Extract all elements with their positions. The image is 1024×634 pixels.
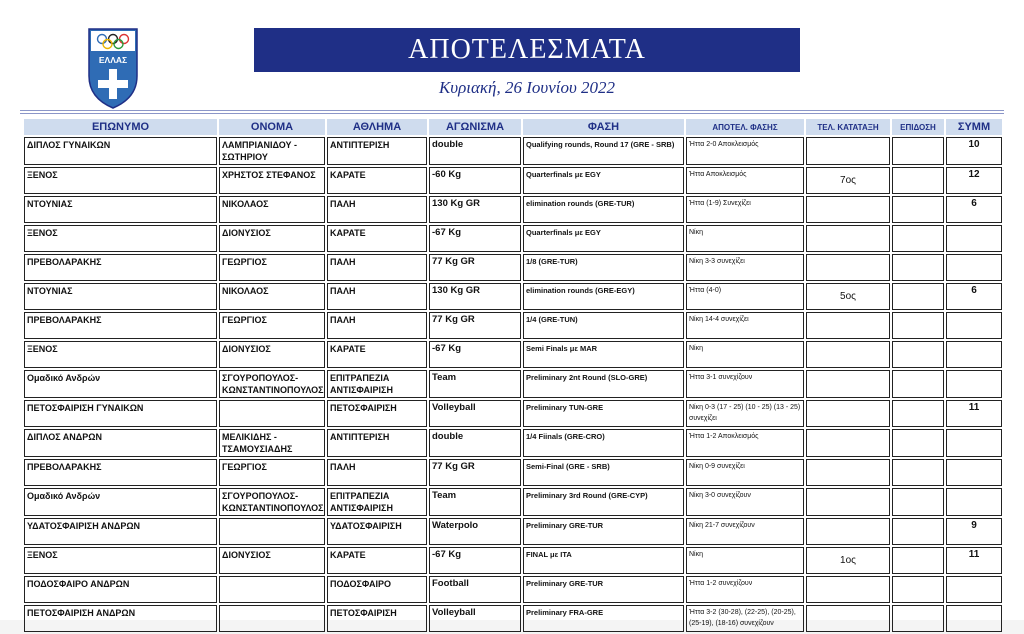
participants-cell: 11 — [946, 400, 1002, 427]
table-row — [24, 137, 1002, 165]
surname-cell: ΞΕΝΟΣ — [24, 547, 217, 574]
sport-cell: ΚΑΡΑΤΕ — [327, 167, 427, 194]
phase-cell: Semi Finals με MAR — [523, 341, 684, 368]
final-rank-cell — [806, 400, 890, 427]
phase-result-cell: Ήττα (1-9) Συνεχίζει — [686, 196, 804, 223]
table-row — [24, 576, 1002, 603]
surname-cell: ΝΤΟΥΝΙΑΣ — [24, 283, 217, 310]
sport-cell: ΠΑΛΗ — [327, 312, 427, 339]
participants-cell: 9 — [946, 518, 1002, 545]
table-row — [24, 196, 1002, 223]
sport-cell: ΠΕΤΟΣΦΑΙΡΙΣΗ — [327, 605, 427, 632]
name-cell: ΝΙΚΟΛΑΟΣ — [219, 196, 325, 223]
final-rank-cell — [806, 488, 890, 516]
performance-cell — [892, 137, 944, 165]
table-row — [24, 312, 1002, 339]
participants-cell — [946, 605, 1002, 632]
participants-cell — [946, 225, 1002, 252]
sport-cell: ΚΑΡΑΤΕ — [327, 547, 427, 574]
results-date: Κυριακή, 26 Ιουνίου 2022 — [438, 78, 616, 97]
final-rank-cell — [806, 370, 890, 398]
performance-cell — [892, 341, 944, 368]
phase-cell: Semi-Final (GRE - SRB) — [523, 459, 684, 486]
surname-cell: ΠΕΤΟΣΦΑΙΡΙΣΗ ΑΝΔΡΩΝ — [24, 605, 217, 632]
page-title: ΑΠΟΤΕΛΕΣΜΑΤΑ — [254, 28, 800, 72]
final-rank-cell — [806, 312, 890, 339]
event-cell: Volleyball — [429, 400, 521, 427]
table-row — [24, 167, 1002, 194]
event-cell: double — [429, 429, 521, 457]
table-row — [24, 283, 1002, 310]
phase-cell: elimination rounds (GRE-TUR) — [523, 196, 684, 223]
event-cell: 77 Kg GR — [429, 459, 521, 486]
name-cell: ΣΓΟΥΡΟΠΟΥΛΟΣ-ΚΩΝΣΤΑΝΤΙΝΟΠΟΥΛΟΣ — [219, 488, 325, 516]
event-cell: 130 Kg GR — [429, 283, 521, 310]
table-row — [24, 400, 1002, 427]
phase-cell: Preliminary 3rd Round (GRE-CYP) — [523, 488, 684, 516]
name-cell: ΔΙΟΝΥΣΙΟΣ — [219, 225, 325, 252]
hellas-olympic-logo-icon — [86, 26, 140, 110]
sport-cell: ΚΑΡΑΤΕ — [327, 225, 427, 252]
performance-cell — [892, 576, 944, 603]
name-cell: ΝΙΚΟΛΑΟΣ — [219, 283, 325, 310]
surname-cell: ΔΙΠΛΟΣ ΓΥΝΑΙΚΩΝ — [24, 137, 217, 165]
surname-cell: ΞΕΝΟΣ — [24, 341, 217, 368]
surname-cell: ΠΡΕΒΟΛΑΡΑΚΗΣ — [24, 254, 217, 281]
surname-cell: Ομαδικό Ανδρών — [24, 370, 217, 398]
event-cell: Waterpolo — [429, 518, 521, 545]
sport-cell: ΠΑΛΗ — [327, 254, 427, 281]
col-header-performance: ΕΠΙΔΟΣΗ — [892, 119, 944, 135]
final-rank-cell — [806, 459, 890, 486]
name-cell: ΓΕΩΡΓΙΟΣ — [219, 254, 325, 281]
participants-cell — [946, 576, 1002, 603]
surname-cell: ΥΔΑΤΟΣΦΑΙΡΙΣΗ ΑΝΔΡΩΝ — [24, 518, 217, 545]
table-header-row — [24, 119, 1002, 135]
name-cell: ΣΓΟΥΡΟΠΟΥΛΟΣ-ΚΩΝΣΤΑΝΤΙΝΟΠΟΥΛΟΣ — [219, 370, 325, 398]
event-cell: 77 Kg GR — [429, 254, 521, 281]
name-cell: ΔΙΟΝΥΣΙΟΣ — [219, 341, 325, 368]
final-rank-cell — [806, 225, 890, 252]
table-row — [24, 225, 1002, 252]
participants-cell — [946, 370, 1002, 398]
col-header-final-rank: ΤΕΛ. ΚΑΤΑΤΑΞΗ — [806, 119, 890, 135]
surname-cell: ΔΙΠΛΟΣ ΑΝΔΡΩΝ — [24, 429, 217, 457]
event-cell: -60 Kg — [429, 167, 521, 194]
table-row — [24, 370, 1002, 398]
sport-cell: ΠΟΔΟΣΦΑΙΡΟ — [327, 576, 427, 603]
participants-cell — [946, 254, 1002, 281]
sport-cell: ΚΑΡΑΤΕ — [327, 341, 427, 368]
table-row — [24, 605, 1002, 632]
name-cell: ΓΕΩΡΓΙΟΣ — [219, 312, 325, 339]
performance-cell — [892, 225, 944, 252]
col-header-surname: ΕΠΩΝΥΜΟ — [24, 119, 217, 135]
phase-cell: FINAL με ITA — [523, 547, 684, 574]
performance-cell — [892, 312, 944, 339]
performance-cell — [892, 429, 944, 457]
performance-cell — [892, 196, 944, 223]
name-cell — [219, 605, 325, 632]
phase-result-cell: Ήττα 3-1 συνεχίζουν — [686, 370, 804, 398]
final-rank-cell: 1ος — [806, 547, 890, 574]
sport-cell: ΕΠΙΤΡΑΠΕΖΙΑ ΑΝΤΙΣΦΑΙΡΙΣΗ — [327, 370, 427, 398]
final-rank-cell — [806, 137, 890, 165]
phase-cell: Qualifying rounds, Round 17 (GRE - SRB) — [523, 137, 684, 165]
surname-cell: ΞΕΝΟΣ — [24, 167, 217, 194]
event-cell: Team — [429, 370, 521, 398]
surname-cell: ΝΤΟΥΝΙΑΣ — [24, 196, 217, 223]
phase-result-cell: Νίκη 3-0 συνεχίζουν — [686, 488, 804, 516]
final-rank-cell: 5ος — [806, 283, 890, 310]
sport-cell: ΠΑΛΗ — [327, 196, 427, 223]
phase-cell: 1/4 (GRE-TUN) — [523, 312, 684, 339]
col-header-participants: ΣΥΜΜ — [946, 119, 1002, 135]
surname-cell: ΠΡΕΒΟΛΑΡΑΚΗΣ — [24, 312, 217, 339]
performance-cell — [892, 547, 944, 574]
participants-cell: 11 — [946, 547, 1002, 574]
phase-result-cell: Νίκη 0-9 συνεχίζει — [686, 459, 804, 486]
performance-cell — [892, 459, 944, 486]
performance-cell — [892, 370, 944, 398]
event-cell: -67 Kg — [429, 547, 521, 574]
name-cell — [219, 400, 325, 427]
performance-cell — [892, 254, 944, 281]
phase-cell: 1/8 (GRE-TUR) — [523, 254, 684, 281]
table-row — [24, 518, 1002, 545]
name-cell: ΧΡΗΣΤΟΣ ΣΤΕΦΑΝΟΣ — [219, 167, 325, 194]
table-row — [24, 488, 1002, 516]
phase-cell: Preliminary GRE-TUR — [523, 576, 684, 603]
performance-cell — [892, 488, 944, 516]
table-row — [24, 547, 1002, 574]
participants-cell — [946, 429, 1002, 457]
phase-result-cell: Ήττα Αποκλεισμός — [686, 167, 804, 194]
event-cell: -67 Kg — [429, 225, 521, 252]
table-row — [24, 429, 1002, 457]
phase-result-cell: Νίκη — [686, 341, 804, 368]
final-rank-cell — [806, 196, 890, 223]
table-body — [24, 137, 1002, 632]
phase-result-cell: Νίκη — [686, 547, 804, 574]
participants-cell: 6 — [946, 196, 1002, 223]
col-header-phase-result: ΑΠΟΤΕΛ. ΦΑΣΗΣ — [686, 119, 804, 135]
col-header-name: ΟΝΟΜΑ — [219, 119, 325, 135]
table-row — [24, 341, 1002, 368]
name-cell: ΜΕΛΙΚΙΔΗΣ - ΤΣΑΜΟΥΣΙΑΔΗΣ — [219, 429, 325, 457]
sport-cell: ΠΑΛΗ — [327, 283, 427, 310]
final-rank-cell — [806, 605, 890, 632]
table-row — [24, 459, 1002, 486]
event-cell: Football — [429, 576, 521, 603]
event-cell: Volleyball — [429, 605, 521, 632]
final-rank-cell — [806, 429, 890, 457]
final-rank-cell — [806, 254, 890, 281]
performance-cell — [892, 167, 944, 194]
name-cell — [219, 518, 325, 545]
divider — [20, 113, 1004, 114]
phase-result-cell: Νίκη 0-3 (17 - 25) (10 - 25) (13 - 25) συνεχίζει — [686, 400, 804, 427]
participants-cell: 12 — [946, 167, 1002, 194]
name-cell: ΛΑΜΠΡΙΑΝΙΔΟΥ - ΣΩΤΗΡΙΟΥ — [219, 137, 325, 165]
phase-result-cell: Νίκη 3-3 συνεχίζει — [686, 254, 804, 281]
final-rank-cell: 7ος — [806, 167, 890, 194]
phase-result-cell: Ήττα 3-2 (30-28), (22-25), (20-25), (25-19), (18-16) συνεχίζουν — [686, 605, 804, 632]
surname-cell: ΞΕΝΟΣ — [24, 225, 217, 252]
phase-cell: Preliminary FRA-GRE — [523, 605, 684, 632]
phase-cell: Preliminary TUN-GRE — [523, 400, 684, 427]
final-rank-cell — [806, 576, 890, 603]
phase-result-cell: Νίκη 14-4 συνεχίζει — [686, 312, 804, 339]
event-cell: 130 Kg GR — [429, 196, 521, 223]
table-row — [24, 254, 1002, 281]
final-rank-cell — [806, 518, 890, 545]
divider — [20, 110, 1004, 111]
event-cell: Team — [429, 488, 521, 516]
participants-cell — [946, 312, 1002, 339]
phase-cell: elimination rounds (GRE-EGY) — [523, 283, 684, 310]
event-cell: -67 Kg — [429, 341, 521, 368]
phase-cell: Quarterfinals με EGY — [523, 225, 684, 252]
name-cell — [219, 576, 325, 603]
sport-cell: ΑΝΤΙΠΤΕΡΙΣΗ — [327, 137, 427, 165]
participants-cell: 10 — [946, 137, 1002, 165]
phase-result-cell: Ήττα (4-0) — [686, 283, 804, 310]
results-table — [22, 117, 1004, 634]
event-cell: double — [429, 137, 521, 165]
col-header-sport: ΑΘΛΗΜΑ — [327, 119, 427, 135]
participants-cell — [946, 459, 1002, 486]
final-rank-cell — [806, 341, 890, 368]
participants-cell — [946, 341, 1002, 368]
performance-cell — [892, 283, 944, 310]
col-header-event: ΑΓΩΝΙΣΜΑ — [429, 119, 521, 135]
performance-cell — [892, 400, 944, 427]
phase-result-cell: Ήττα 1-2 Αποκλεισμός — [686, 429, 804, 457]
participants-cell — [946, 488, 1002, 516]
performance-cell — [892, 605, 944, 632]
sport-cell: ΕΠΙΤΡΑΠΕΖΙΑ ΑΝΤΙΣΦΑΙΡΙΣΗ — [327, 488, 427, 516]
surname-cell: Ομαδικό Ανδρών — [24, 488, 217, 516]
phase-cell: Quarterfinals με EGY — [523, 167, 684, 194]
sport-cell: ΠΑΛΗ — [327, 459, 427, 486]
event-cell: 77 Kg GR — [429, 312, 521, 339]
name-cell: ΓΕΩΡΓΙΟΣ — [219, 459, 325, 486]
phase-cell: Preliminary 2nt Round (SLO-GRE) — [523, 370, 684, 398]
surname-cell: ΠΕΤΟΣΦΑΙΡΙΣΗ ΓΥΝΑΙΚΩΝ — [24, 400, 217, 427]
col-header-phase: ΦΑΣΗ — [523, 119, 684, 135]
phase-result-cell: Νίκη 21-7 συνεχίζουν — [686, 518, 804, 545]
sport-cell: ΥΔΑΤΟΣΦΑΙΡΙΣΗ — [327, 518, 427, 545]
phase-cell: Preliminary GRE-TUR — [523, 518, 684, 545]
sport-cell: ΠΕΤΟΣΦΑΙΡΙΣΗ — [327, 400, 427, 427]
sport-cell: ΑΝΤΙΠΤΕΡΙΣΗ — [327, 429, 427, 457]
logo-text: ΕΛΛΑΣ — [98, 55, 128, 65]
participants-cell: 6 — [946, 283, 1002, 310]
surname-cell: ΠΟΔΟΣΦΑΙΡΟ ΑΝΔΡΩΝ — [24, 576, 217, 603]
phase-cell: 1/4 Fiinals (GRE-CRO) — [523, 429, 684, 457]
name-cell: ΔΙΟΝΥΣΙΟΣ — [219, 547, 325, 574]
phase-result-cell: Ήττα 2-0 Αποκλεισμός — [686, 137, 804, 165]
phase-result-cell: Νίκη — [686, 225, 804, 252]
phase-result-cell: Ήττα 1-2 συνεχίζουν — [686, 576, 804, 603]
performance-cell — [892, 518, 944, 545]
surname-cell: ΠΡΕΒΟΛΑΡΑΚΗΣ — [24, 459, 217, 486]
